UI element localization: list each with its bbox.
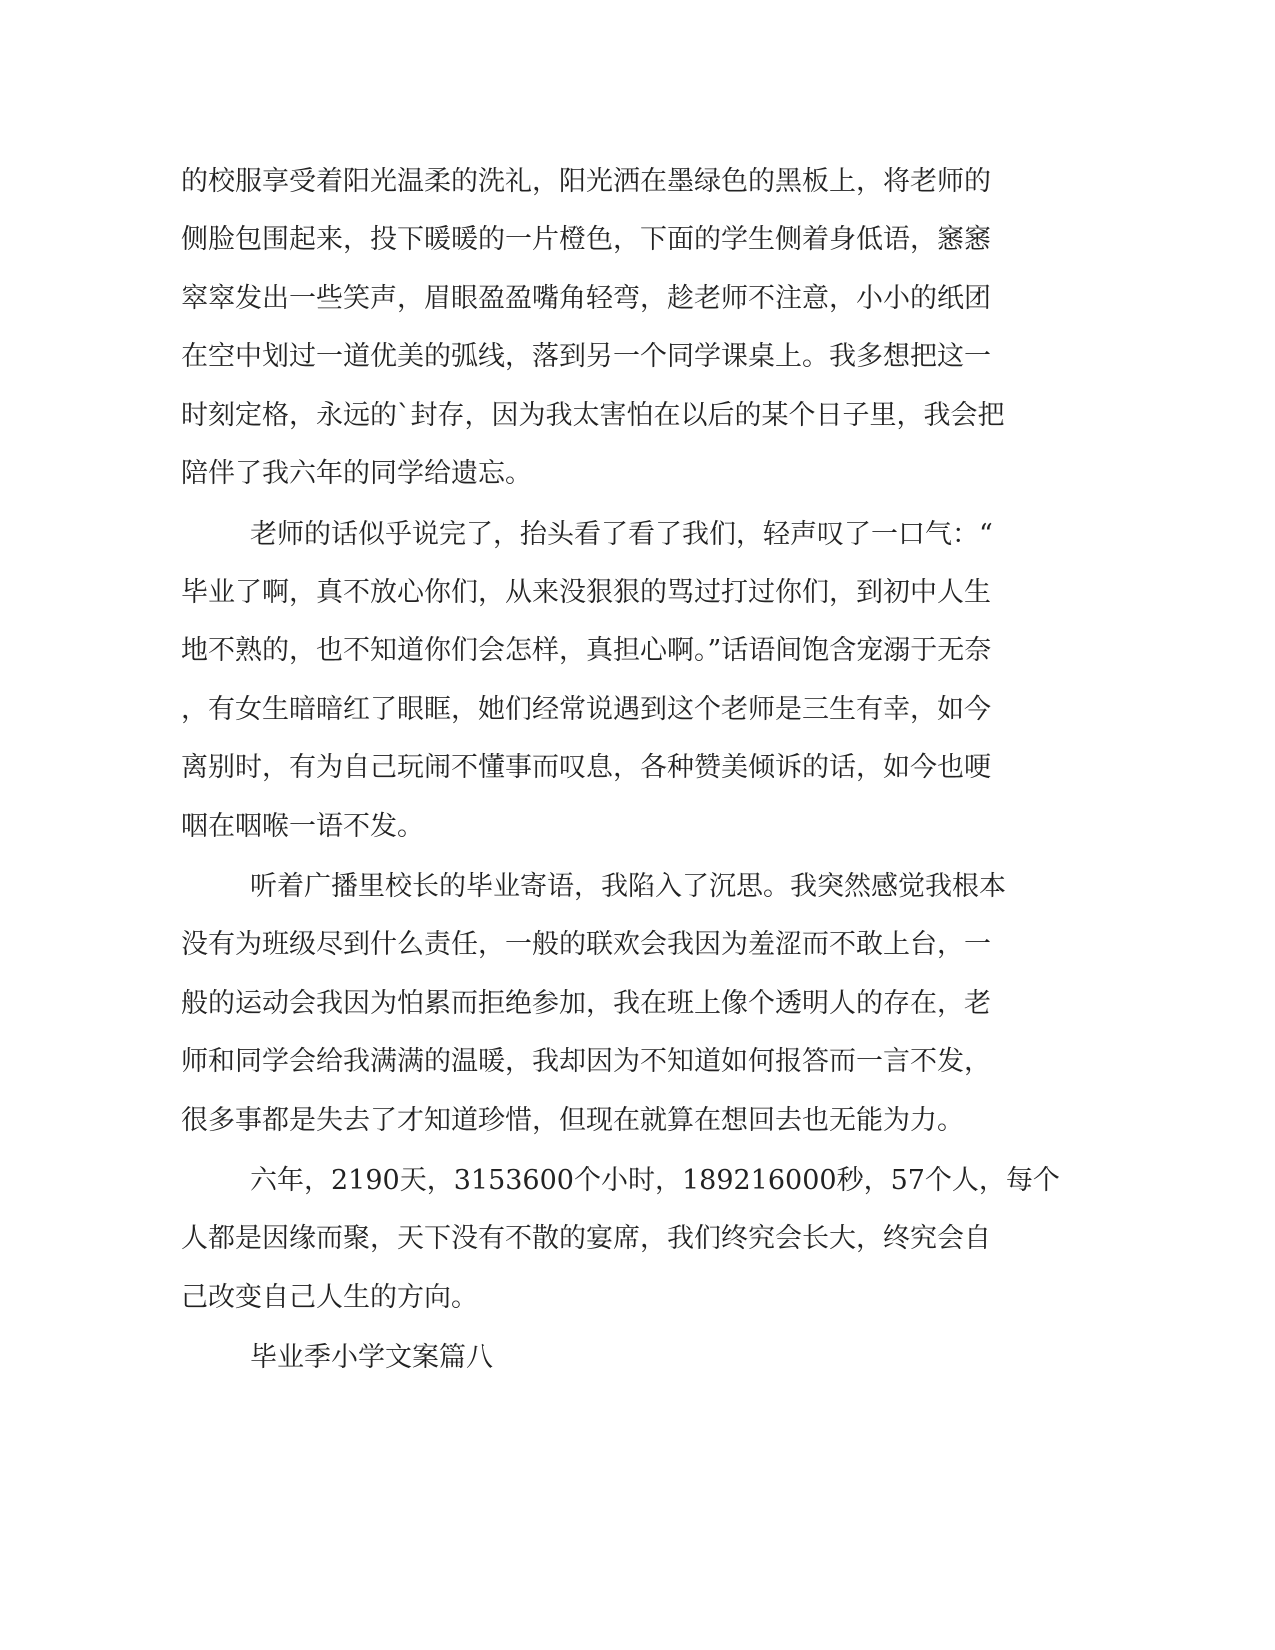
text-line: 般的运动会我因为怕累而拒绝参加，我在班上像个透明人的存在，老 — [181, 988, 991, 1019]
text-line: 人都是因缘而聚，天下没有不散的宴席，我们终究会长大，终究会自 — [181, 1223, 991, 1254]
text-line: 的校服享受着阳光温柔的洗礼，阳光洒在墨绿色的黑板上，将老师的 — [181, 166, 991, 197]
text-line: 很多事都是失去了才知道珍惜，但现在就算在想回去也无能为力。 — [181, 1105, 964, 1136]
text-line: 师和同学会给我满满的温暖，我却因为不知道如何报答而一言不发， — [181, 1046, 991, 1077]
text-line: 陪伴了我六年的同学给遗忘。 — [181, 458, 532, 489]
paragraph-first-line: 听着广播里校长的毕业寄语，我陷入了沉思。我突然感觉我根本 — [250, 871, 1006, 902]
paragraph-first-line: 老师的话似乎说完了，抬头看了看了我们，轻声叹了一口气：“ — [250, 519, 993, 550]
section-heading: 毕业季小学文案篇八 — [250, 1342, 493, 1373]
text-line: 地不熟的，也不知道你们会怎样，真担心啊。”话语间饱含宠溺于无奈 — [181, 635, 992, 666]
text-line: 己改变自己人生的方向。 — [181, 1282, 478, 1313]
text-line: 毕业了啊，真不放心你们，从来没狠狠的骂过打过你们，到初中人生 — [181, 577, 991, 608]
text-line: 窣窣发出一些笑声，眉眼盈盈嘴角轻弯，趁老师不注意，小小的纸团 — [181, 283, 991, 314]
text-line: 离别时，有为自己玩闹不懂事而叹息，各种赞美倾诉的话，如今也哽 — [181, 752, 991, 783]
text-line: 在空中划过一道优美的弧线，落到另一个同学课桌上。我多想把这一 — [181, 341, 991, 372]
text-line: 咽在咽喉一语不发。 — [181, 811, 424, 842]
text-line: 时刻定格，永远的`封存，因为我太害怕在以后的某个日子里，我会把 — [181, 400, 1005, 431]
text-line: 没有为班级尽到什么责任，一般的联欢会我因为羞涩而不敢上台，一 — [181, 929, 991, 960]
text-line: ，有女生暗暗红了眼眶，她们经常说遇到这个老师是三生有幸，如今 — [181, 694, 991, 725]
paragraph-first-line: 六年，2190天，3153600个小时，189216000秒，57个人，每个 — [250, 1165, 1060, 1196]
text-line: 侧脸包围起来，投下暖暖的一片橙色，下面的学生侧着身低语，窸窸 — [181, 224, 991, 255]
